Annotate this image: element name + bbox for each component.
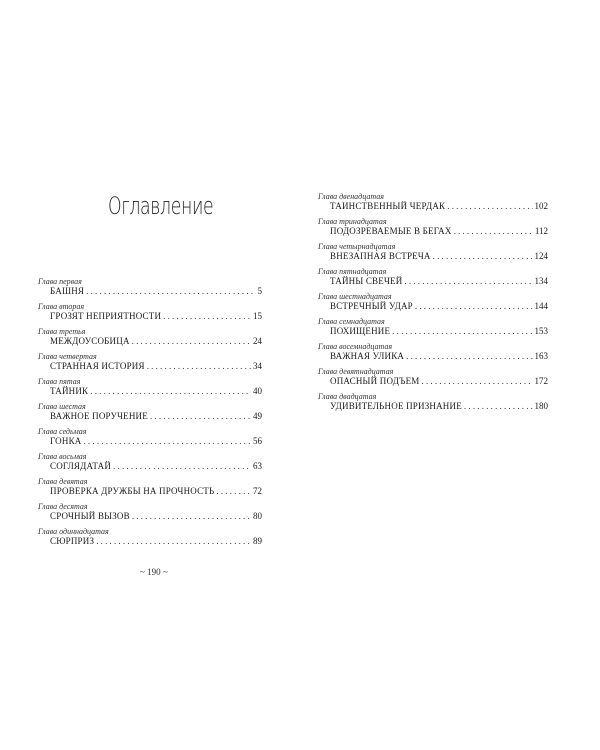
chapter-label: Глава третья — [38, 327, 86, 336]
toc-entry — [318, 267, 548, 287]
toc-entry — [318, 367, 548, 387]
dot-leader — [86, 286, 255, 297]
toc-line — [38, 386, 262, 397]
chapter-title: БАШНЯ — [50, 286, 85, 296]
toc-entry — [38, 327, 262, 347]
chapter-page-number: 40 — [253, 386, 262, 396]
toc-line — [38, 411, 262, 422]
dot-leader — [454, 226, 533, 237]
chapter-page-number: 5 — [257, 286, 262, 296]
chapter-label: Глава одиннадцатая — [38, 527, 109, 536]
dot-leader — [392, 326, 532, 337]
chapter-title: СЮРПРИЗ — [50, 536, 95, 546]
chapter-label: Глава тринадцатая — [318, 217, 387, 226]
toc-entry — [38, 452, 262, 472]
chapter-label: Глава восемнадцатая — [318, 342, 393, 351]
chapter-title: УДИВИТЕЛЬНОЕ ПРИЗНАНИЕ — [330, 401, 462, 411]
chapter-title: ВАЖНОЕ ПОРУЧЕНИЕ — [50, 411, 148, 421]
chapter-title: ТАЙНЫ СВЕЧЕЙ — [330, 276, 403, 286]
dot-leader — [404, 276, 532, 287]
dot-leader — [433, 251, 533, 262]
toc-line — [38, 311, 262, 322]
dot-leader — [90, 386, 251, 397]
toc-entry — [318, 292, 548, 312]
dot-leader — [147, 361, 251, 372]
dot-leader — [150, 411, 251, 422]
toc-line — [38, 536, 262, 547]
toc-line — [38, 461, 262, 472]
chapter-label: Глава седьмая — [38, 427, 87, 436]
chapter-title: ГОНКА — [50, 436, 82, 446]
chapter-label: Глава шестая — [38, 402, 86, 411]
toc-entry — [318, 342, 548, 362]
toc-line — [318, 251, 548, 262]
toc-entry — [38, 277, 262, 297]
chapter-title: ВСТРЕЧНЫЙ УДАР — [330, 301, 413, 311]
chapter-title: СРОЧНЫЙ ВЫЗОВ — [50, 511, 130, 521]
chapter-page-number: 15 — [253, 311, 262, 321]
toc-line — [318, 201, 548, 212]
chapter-title: ПОДОЗРЕВАЕМЫЕ В БЕГАХ — [330, 226, 452, 236]
dot-leader — [83, 436, 251, 447]
dot-leader — [447, 201, 532, 212]
chapter-label: Глава двадцатая — [318, 392, 377, 401]
dot-leader — [422, 376, 533, 387]
dot-leader — [96, 536, 251, 547]
toc-heading: Оглавление — [108, 192, 214, 220]
chapter-title: ВАЖНАЯ УЛИКА — [330, 351, 405, 361]
toc-line — [318, 276, 548, 287]
toc-entry — [318, 317, 548, 337]
chapter-title: ВНЕЗАПНАЯ ВСТРЕЧА — [330, 251, 431, 261]
toc-line — [38, 486, 262, 497]
toc-line — [38, 336, 262, 347]
chapter-title: ПРОВЕРКА ДРУЖБЫ НА ПРОЧНОСТЬ — [50, 486, 215, 496]
toc-entry — [38, 402, 262, 422]
chapter-title: ГРОЗЯТ НЕПРИЯТНОСТИ — [50, 311, 162, 321]
toc-line — [318, 351, 548, 362]
toc-entry — [318, 217, 548, 237]
toc-entry — [38, 302, 262, 322]
chapter-page-number: 144 — [534, 301, 548, 311]
chapter-page-number: 163 — [534, 351, 548, 361]
toc-line — [318, 326, 548, 337]
chapter-label: Глава десятая — [38, 502, 88, 511]
chapter-label: Глава восьмая — [38, 452, 87, 461]
chapter-label: Глава девятая — [38, 477, 88, 486]
chapter-label: Глава первая — [38, 277, 82, 286]
chapter-title: СОГЛЯДАТАЙ — [50, 461, 112, 471]
page-number: ~ 190 ~ — [140, 567, 168, 577]
chapter-page-number: 24 — [253, 336, 262, 346]
chapter-label: Глава двенадцатая — [318, 192, 384, 201]
toc-line — [38, 511, 262, 522]
chapter-title: ПОХИЩЕНИЕ — [330, 326, 391, 336]
toc-line — [38, 361, 262, 372]
toc-left-column — [38, 277, 262, 547]
chapter-page-number: 134 — [534, 276, 548, 286]
toc-right-column — [318, 192, 548, 412]
chapter-title: СТРАННАЯ ИСТОРИЯ — [50, 361, 145, 371]
chapter-label: Глава четвертая — [38, 352, 97, 361]
chapter-page-number: 56 — [253, 436, 262, 446]
chapter-label: Глава девятнадцатая — [318, 367, 394, 376]
toc-entry — [38, 477, 262, 497]
dot-leader — [216, 486, 251, 497]
dot-leader — [406, 351, 532, 362]
chapter-label: Глава пятнадцатая — [318, 267, 387, 276]
toc-entry — [38, 427, 262, 447]
toc-line — [318, 376, 548, 387]
chapter-page-number: 153 — [534, 326, 548, 336]
dot-leader — [113, 461, 251, 472]
chapter-page-number: 172 — [534, 376, 548, 386]
dot-leader — [163, 311, 251, 322]
toc-entry — [38, 502, 262, 522]
chapter-label: Глава четырнадцатая — [318, 242, 396, 251]
chapter-page-number: 80 — [253, 511, 262, 521]
chapter-page-number: 102 — [534, 201, 548, 211]
toc-line — [318, 401, 548, 412]
chapter-label: Глава шестнадцатая — [318, 292, 392, 301]
toc-line — [318, 301, 548, 312]
chapter-page-number: 72 — [253, 486, 262, 496]
toc-entry — [38, 377, 262, 397]
toc-entry — [318, 192, 548, 212]
toc-line — [38, 436, 262, 447]
toc-entry — [38, 352, 262, 372]
dot-leader — [132, 336, 251, 347]
dot-leader — [464, 401, 533, 412]
dot-leader — [415, 301, 533, 312]
toc-line — [38, 286, 262, 297]
toc-entry — [318, 392, 548, 412]
chapter-title: ТАЙНИК — [50, 386, 89, 396]
chapter-page-number: 34 — [253, 361, 262, 371]
chapter-page-number: 49 — [253, 411, 262, 421]
toc-entry — [318, 242, 548, 262]
chapter-label: Глава семнадцатая — [318, 317, 385, 326]
chapter-title: МЕЖДОУСОБИЦА — [50, 336, 130, 346]
toc-line — [318, 226, 548, 237]
chapter-label: Глава пятая — [38, 377, 81, 386]
chapter-label: Глава вторая — [38, 302, 85, 311]
chapter-page-number: 63 — [253, 461, 262, 471]
chapter-page-number: 124 — [534, 251, 548, 261]
toc-entry — [38, 527, 262, 547]
dot-leader — [132, 511, 251, 522]
chapter-page-number: 180 — [534, 401, 548, 411]
chapter-page-number: 112 — [534, 226, 548, 236]
chapter-page-number: 89 — [253, 536, 262, 546]
chapter-title: ТАИНСТВЕННЫЙ ЧЕРДАК — [330, 201, 446, 211]
chapter-title: ОПАСНЫЙ ПОДЪЕМ — [330, 376, 420, 386]
